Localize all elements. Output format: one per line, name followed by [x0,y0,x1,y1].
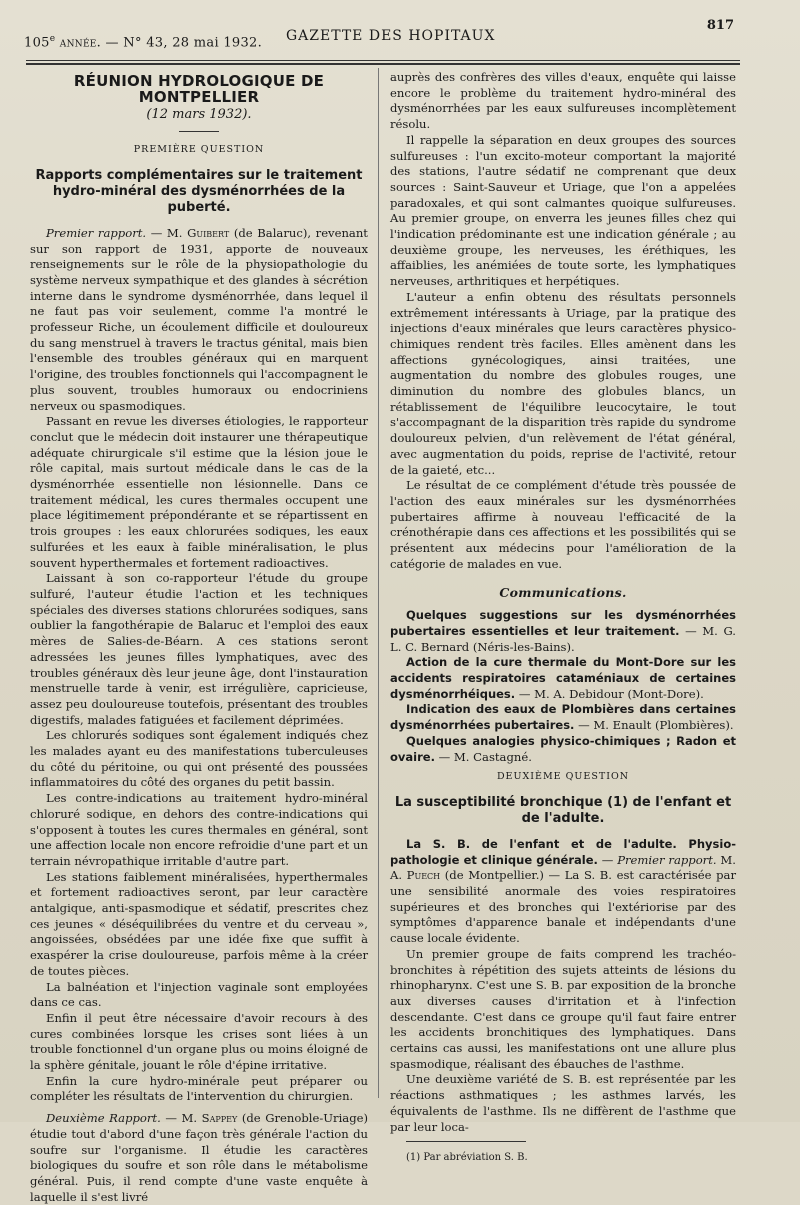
paragraph: Un premier groupe de faits comprend les trachéo-bronchites à répétition des sujets atteints de lésions du rhinopharynx. C'est une S. B. par exposition de la bronche aux diverses causes d'irritation et à l'infection descendante. C'est dans ce groupe qu'il faut faire entrer les accidents bronchitiques des lymphatiques. Dans certains cas aussi, les manifestations ont une allure plus spasmodique, réalisant des ébauches de l'asthme. [390,946,736,1071]
header-rule [26,60,740,61]
paragraph: Laissant à son co-rapporteur l'étude du groupe sulfuré, l'auteur étudie l'action et les techniques spéciales des diverses stations chlorurées sodiques, sans oublier la fangothérapie de Balaruc et l'emploi des eaux mères de Salies-de-Béarn. A ces stations seront adressées les jeunes filles lymphatiques, avec des troubles généraux dès leur jeune âge, dont l'instauration menstruelle tarde à venir, est irrégulière, capricieuse, assez peu douloureuse toutefois, présentant des troubles digestifs, malades fatiguées et facilement déprimées. [30,571,368,727]
communication-entry: Quelques suggestions sur les dysménorrhées pubertaires essentielles et leur traitement. — M. G. L. C. Bernard (Néris-les-Bains). [390,608,736,654]
column-divider [378,68,379,1098]
paragraph: Passant en revue les diverses étiologies, le rapporteur conclut que le médecin doit instaurer une thérapeutique adéquate chirurgicale s'il estime que la lésion joue le rôle capital, mais surtout médicale dans le cas de la dysménorrhée essentielle non lésionnelle. Dans ce traitement médical, les cures thermales occupent une place légitimement prépondérante et se répartissent en trois groupes : les eaux chlorurées sodiques, les eaux sulfurées et les eaux à faible minéralisation, le plus souvent hyperthermales et fortement radioactives. [30,414,368,570]
journal-title: GAZETTE DES HOPITAUX [286,28,496,44]
section-title: RÉUNION HYDROLOGIQUE DE MONTPELLIER [73,72,325,106]
communication-entry: Quelques analogies physico-chimiques ; Radon et ovaire. — M. Castagné. [390,733,736,764]
question-label: PREMIÈRE QUESTION [133,144,265,156]
edition-line: 105e année. — N° 43, 28 mai 1932. [24,34,263,51]
right-column [390,70,736,1166]
paragraph: auprès des confrères des villes d'eaux, enquête qui laisse encore le problème du traitement hydro-minéral des dysménorrhées par les eaux sulfureuses incomplètement résolu. [390,70,736,132]
communication-entry: Action de la cure thermale du Mont-Dore sur les accidents respiratoires cataméniaux de certaines dysménorrhéiques. — M. A. Debidour (Mont-Dore). [390,655,736,701]
section-date: (12 mars 1932). [146,107,252,123]
footnote: (1) Par abréviation S. B. [406,1152,528,1164]
subject-heading: La susceptibilité bronchique (1) de l'enfant et de l'adulte. [394,794,732,826]
paragraph: L'auteur a enfin obtenu des résultats personnels extrêmement intéressants à Uriage, par la pratique des injections d'eaux minérales que leurs caractères physico-chimiques rendent très faciles. Elles amènent dans les affections gynécologiques, ainsi traitées, une augmentation du nombre des globules rouges, une diminution du nombre des globules blancs, un rétablissement de l'équilibre leucocytaire, le tout s'accompagnant de la disparition très rapide du syndrome douloureux pelvien, d'un relèvement de l'état général, avec augmentation du poids, reprise de l'activité, retour de la gaieté, etc... [390,289,736,477]
communication-entry: Indication des eaux de Plombières dans certaines dysménorrhées pubertaires. — M. Enault (Plombières). [390,702,736,733]
paragraph: La S. B. de l'enfant et de l'adulte. Physio-pathologie et clinique générale. — Premier rapport. M. A. Puech (de Montpellier.) — La S. B. est caractérisée par une sensibilité anormale des voies respiratoires supérieures et des bronches qui l'extériorise par des symptômes d'apparence banale et indépendants d'une cause locale évidente. [390,836,736,946]
communications-heading: Communications. [499,584,627,600]
paragraph: Deuxième Rapport. — M. Sappey (de Grenoble-Uriage) étudie tout d'abord d'une façon très générale l'action du soufre sur l'organisme. Il étudie les caractères biologiques du soufre et son rôle dans le métabolisme général. Puis, il rend compte d'une vaste enquête à laquelle il s'est livré [30,1111,368,1204]
paragraph: Une deuxième variété de S. B. est représentée par les réactions asthmatiques ; les asthmes larvés, les équivalents de l'asthme. Ils ne diffèrent de l'asthme que par leur loca- [390,1072,736,1134]
left-column [30,70,368,1205]
footnote-rule [406,1141,526,1142]
subject-heading: Rapports complémentaires sur le traitement hydro-minéral des dysménorrhées de la puberté. [35,167,363,215]
page-header [24,18,734,58]
paragraph: Les contre-indications au traitement hydro-minéral chloruré sodique, en dehors des contre-indications qui s'opposent à toutes les cures thermales en général, sont une affection locale non encore refroidie d'une part et un terrain névropathique irritable d'autre part. [30,791,368,868]
paragraph: Enfin il peut être nécessaire d'avoir recours à des cures combinées lorsque les crises sont liées à un trouble fonctionnel d'un organe plus ou moins éloigné de la sphère génitale, jouant le rôle d'épine irritative. [30,1010,368,1073]
page-number: 817 [706,18,734,33]
paragraph: Les stations faiblement minéralisées, hyperthermales et fortement radioactives seront, par leur caractère antalgique, anti-spasmodique et sédatif, prescrites chez ces jeunes « déséquilibrées du ventre et du cerveau », angoissées, obsédées par une idée fixe que suffit à exaspérer la crise douloureuse, parfois même à la créer de toutes pièces. [30,869,368,978]
question-label: DEUXIÈME QUESTION [496,771,630,783]
short-divider [179,131,219,132]
paragraph: Les chlorurés sodiques sont également indiqués chez les malades ayant eu des manifestations tuberculeuses du côté du péritoine, ou qui ont présenté des poussées inflammatoires du côté des organes du petit bassin. [30,728,368,790]
paragraph: La balnéation et l'injection vaginale sont employées dans ce cas. [30,979,368,1010]
paragraph: Le résultat de ce complément d'étude très poussée de l'action des eaux minérales sur les dysménorrhées pubertaires affirme à nouveau l'efficacité de la crénothérapie dans ces affections et les possibilités qui se présentent aux médecins pour l'amélioration de la catégorie de malades en vue. [390,478,736,571]
header-rule-thick [26,63,740,65]
paragraph: Premier rapport. — M. Guibert (de Balaruc), revenant sur son rapport de 1931, apporte de nouveaux renseignements sur le rôle de la physiopathologie du système nerveux sympathique et des glandes à sécrétion interne dans le syndrome dysménorrhée, dans lequel il ne faut pas voir seulement, comme l'a montré le professeur Riche, un écoulement difficile et douloureux du sang menstruel à travers le tractus génital, mais bien l'ensemble des troubles généraux qui en marquent l'origine, des troubles fonctionnels qui l'accompagnent le plus souvent, troubles humoraux ou endocriniens nerveux ou spasmodiques. [30,225,368,413]
paragraph: Enfin la cure hydro-minérale peut préparer ou compléter les résultats de l'intervention du chirurgien. [30,1073,368,1104]
paragraph: Il rappelle la séparation en deux groupes des sources sulfureuses : l'un excito-moteur comportant la majorité des stations, l'autre sédatif ne comprenant que deux sources : Saint-Sauveur et Uriage, que l'on a appelées paradoxales, et qui sont calmantes quoique sulfureuses. Au premier groupe, on enverra les jeunes filles chez qui l'indication prédominante est une indication générale ; au deuxième groupe, les nerveuses, les éréthiques, les affaiblies, les anémiées de toute sorte, les lymphatiques nerveuses, arthritiques et herpétiques. [390,132,736,289]
